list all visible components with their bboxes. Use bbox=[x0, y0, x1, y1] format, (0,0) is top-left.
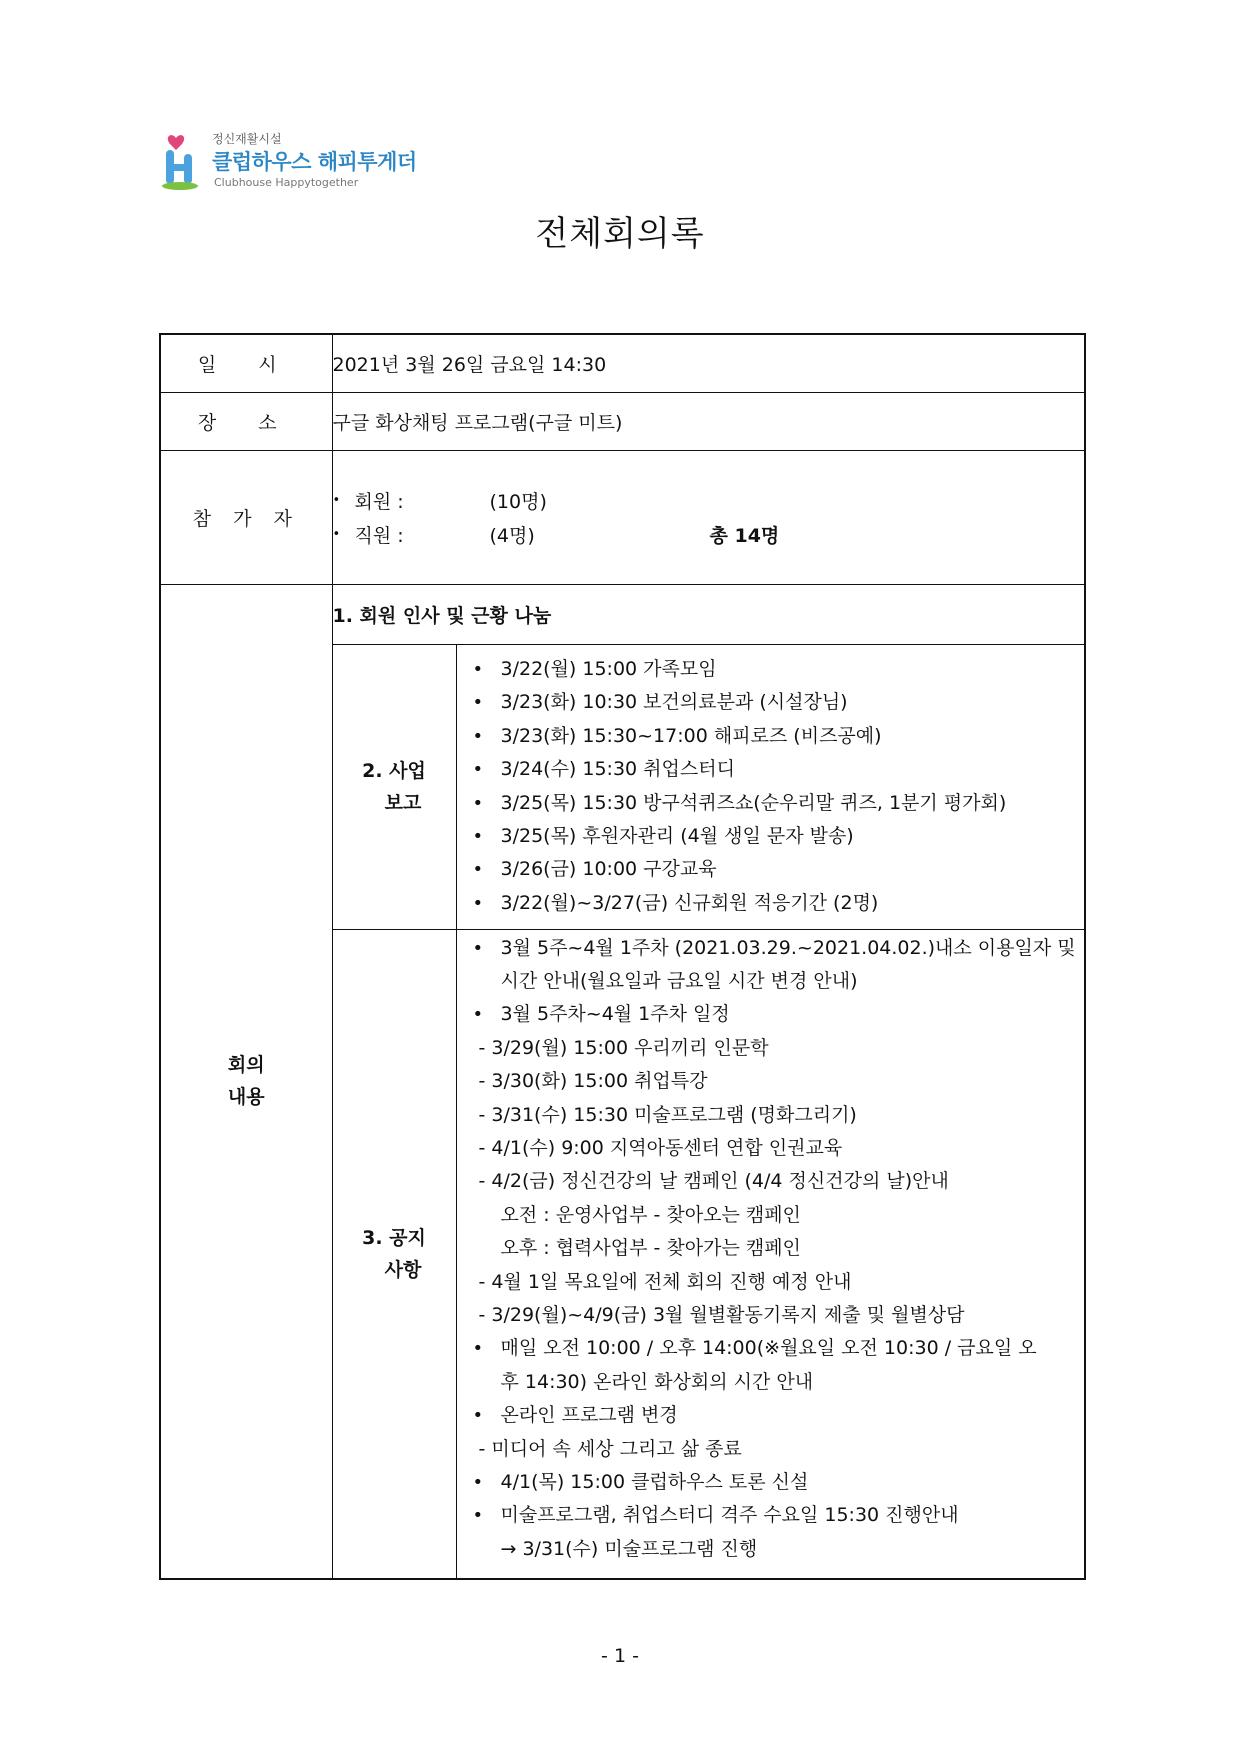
attendees-label: 참 가 자 bbox=[160, 450, 332, 584]
sub-item: - 미디어 속 세상 그리고 삶 종료 bbox=[478, 1437, 742, 1460]
sub-item: - 4월 1일 목요일에 전체 회의 진행 예정 안내 bbox=[478, 1270, 852, 1293]
sub-item: - 3/31(수) 15:30 미술프로그램 (명화그리기) bbox=[478, 1103, 857, 1126]
list-item: • 3/22(월)~3/27(금) 신규회원 적응기간 (2명) bbox=[469, 887, 1077, 920]
date-row bbox=[160, 334, 1085, 392]
logo-english-name: Clubhouse Happytogether bbox=[214, 176, 359, 189]
sub-item: - 4/1(수) 9:00 지역아동센터 연합 인권교육 bbox=[478, 1136, 843, 1159]
section3-label-line2: 사항 bbox=[384, 1258, 422, 1281]
section3-label bbox=[332, 929, 456, 1579]
bullet: • bbox=[332, 492, 341, 508]
members-line bbox=[333, 483, 1085, 517]
attendees-row bbox=[160, 450, 1085, 584]
sub-item: - 3/29(월) 15:00 우리끼리 인문학 bbox=[478, 1036, 769, 1059]
section1-title: 1. 회원 인사 및 근황 나눔 bbox=[332, 584, 1085, 644]
sub-item: - 3/30(화) 15:00 취업특강 bbox=[478, 1070, 708, 1093]
list-item-continuation: 시간 안내(월요일과 금요일 시간 변경 안내) bbox=[500, 969, 858, 992]
date-label: 일 시 bbox=[160, 334, 332, 392]
list-item: • 3/26(금) 10:00 구강교육 bbox=[469, 853, 1077, 886]
list-item: • 3/24(수) 15:30 취업스터디 bbox=[469, 753, 1077, 786]
list-item: • 미술프로그램, 취업스터디 격주 수요일 15:30 진행안내 bbox=[469, 1499, 1077, 1532]
list-item: • 온라인 프로그램 변경 bbox=[469, 1399, 1077, 1432]
place-row bbox=[160, 392, 1085, 450]
sub-item: - 4/2(금) 정신건강의 날 캠페인 (4/4 정신건강의 날)안내 bbox=[478, 1170, 949, 1193]
place-value: 구글 화상채팅 프로그램(구글 미트) bbox=[332, 392, 1085, 450]
sub-item-detail: 오후 : 협력사업부 - 찾아가는 캠페인 bbox=[500, 1237, 801, 1260]
list-item: • 4/1(목) 15:00 클럽하우스 토론 신설 bbox=[469, 1466, 1077, 1499]
total-count: 총 14명 bbox=[709, 524, 780, 547]
staff-label: 직원 : bbox=[354, 524, 404, 547]
attendees-cell bbox=[332, 450, 1085, 584]
list-item: • 3월 5주차~4월 1주차 일정 bbox=[469, 998, 1077, 1031]
section3-list bbox=[457, 930, 1085, 1573]
place-label: 장 소 bbox=[160, 392, 332, 450]
list-item: • 3월 5주~4월 1주차 (2021.03.29.~2021.04.02.)내소 이용일자 및 bbox=[469, 932, 1077, 965]
document-title: 전체회의록 bbox=[535, 214, 705, 254]
content-label-line2: 내용 bbox=[227, 1086, 265, 1109]
section2-list bbox=[457, 647, 1085, 926]
list-item: • 3/23(화) 10:30 보건의료분과 (시설장님) bbox=[469, 686, 1077, 719]
clubhouse-logo bbox=[160, 128, 420, 198]
content-label bbox=[160, 584, 332, 1579]
members-label: 회원 : bbox=[354, 490, 404, 513]
section2-content bbox=[456, 644, 1085, 929]
logo-mark-icon bbox=[160, 132, 204, 192]
list-item-continuation: → 3/31(수) 미술프로그램 진행 bbox=[500, 1537, 758, 1560]
page-number: - 1 - bbox=[601, 1645, 639, 1667]
section3-label-line1: 3. 공지 bbox=[362, 1226, 426, 1249]
members-count: (10명) bbox=[489, 490, 547, 513]
section3-content bbox=[456, 929, 1085, 1579]
sub-item: - 3/29(월)~4/9(금) 3월 월별활동기록지 제출 및 월별상담 bbox=[478, 1303, 965, 1326]
list-item-continuation: 후 14:30) 온라인 화상회의 시간 안내 bbox=[500, 1370, 814, 1393]
date-value: 2021년 3월 26일 금요일 14:30 bbox=[332, 334, 1085, 392]
section2-label-line1: 2. 사업 bbox=[362, 759, 426, 782]
content-label-line1: 회의 bbox=[227, 1054, 265, 1077]
bullet: • bbox=[332, 526, 341, 542]
list-item: • 3/25(목) 15:30 방구석퀴즈쇼(순우리말 퀴즈, 1분기 평가회) bbox=[469, 787, 1077, 820]
list-item: • 3/23(화) 15:30~17:00 해피로즈 (비즈공예) bbox=[469, 720, 1077, 753]
sub-item-detail: 오전 : 운영사업부 - 찾아오는 캠페인 bbox=[500, 1203, 801, 1226]
section2-label-line2: 보고 bbox=[384, 791, 422, 814]
staff-line bbox=[333, 517, 1085, 551]
minutes-table bbox=[159, 333, 1086, 1580]
section2-label bbox=[332, 644, 456, 929]
list-item: • 매일 오전 10:00 / 오후 14:00(※월요일 오전 10:30 / 금요일 오 bbox=[469, 1332, 1077, 1365]
logo-subtitle: 정신재활시설 bbox=[212, 132, 282, 146]
staff-count: (4명) bbox=[489, 524, 535, 547]
section1-row bbox=[160, 584, 1085, 644]
list-item: • 3/25(목) 후원자관리 (4월 생일 문자 발송) bbox=[469, 820, 1077, 853]
list-item: • 3/22(월) 15:00 가족모임 bbox=[469, 653, 1077, 686]
logo-name: 클럽하우스 해피투게더 bbox=[212, 150, 417, 174]
